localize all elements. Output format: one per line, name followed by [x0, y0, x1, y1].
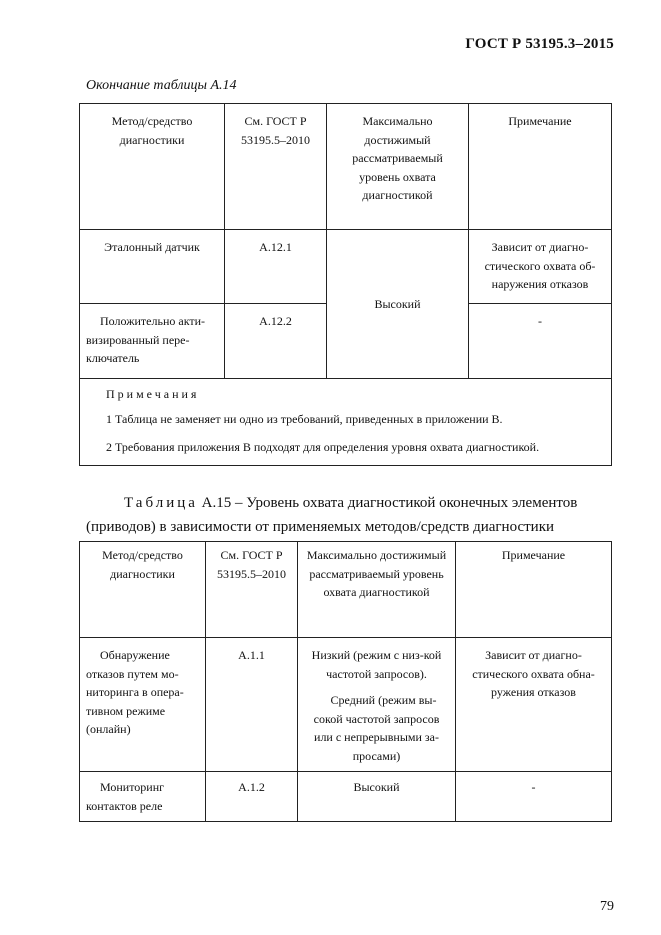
note-item: 2 Требования приложения В подходят для определения уровня охвата диагностикой. [106, 440, 540, 455]
table-header-row [80, 542, 612, 638]
page-number: 79 [600, 899, 614, 914]
table15-caption-text: А.15 – Уровень охвата диагностикой оконечных элементов (приводов) в зависимости от применяемых методов/средств диагностики [86, 495, 578, 535]
table-a15 [79, 541, 612, 822]
table-header-row [80, 104, 612, 230]
column-header-method: Метод/средство диагностики [80, 104, 225, 230]
cell-reference: А.1.2 [206, 772, 298, 822]
cell-level [298, 638, 456, 772]
column-header-max-level: Максимально достижимый рассматриваемый уровень охвата диагностикой [298, 542, 456, 638]
note-item: 1 Таблица не заменяет ни одно из требований, приведенных в приложении В. [106, 411, 503, 426]
table-notes-row [80, 379, 612, 466]
cell-method: Обнаружение отказов путем мо-ниторинга в опера-тивном режиме (онлайн) [80, 638, 206, 772]
table15-caption [86, 491, 606, 539]
cell-reference: А.12.1 [225, 230, 327, 304]
column-header-note: Примечание [469, 104, 612, 230]
column-header-reference: См. ГОСТ Р 53195.5–2010 [225, 104, 327, 230]
cell-reference: А.1.1 [206, 638, 298, 772]
cell-level-merged: Высокий [327, 230, 469, 379]
cell-method: Положительно акти-визированный пере-ключатель [80, 304, 225, 379]
level-medium: Средний (режим вы-сокой частотой запросов или с непрерывными за-просами) [313, 693, 440, 763]
document-code: ГОСТ Р 53195.3–2015 [465, 36, 614, 52]
cell-note: - [469, 304, 612, 379]
table-row [80, 638, 612, 772]
cell-level: Высокий [298, 772, 456, 822]
cell-note: Зависит от диагно-стического охвата обна-ружения отказов [456, 638, 612, 772]
cell-reference: А.12.2 [225, 304, 327, 379]
cell-method: Эталонный датчик [80, 230, 225, 304]
table14-continuation-caption: Окончание таблицы А.14 [86, 78, 237, 93]
column-header-reference: См. ГОСТ Р 53195.5–2010 [206, 542, 298, 638]
table-a14 [79, 103, 612, 466]
notes-title: Примечания [106, 387, 200, 401]
table-notes [80, 379, 612, 466]
level-low: Низкий (режим с низ-кой частотой запросов). [311, 648, 442, 681]
column-header-method: Метод/средство диагностики [80, 542, 206, 638]
column-header-note: Примечание [456, 542, 612, 638]
table-row [80, 772, 612, 822]
cell-note: - [456, 772, 612, 822]
column-header-max-level: Максимально достижимый рассматриваемый уровень охвата диагностикой [327, 104, 469, 230]
cell-note: Зависит от диагно-стического охвата об-наружения отказов [469, 230, 612, 304]
table-row [80, 230, 612, 304]
table15-caption-label: Таблица [124, 495, 198, 511]
cell-method: Мониторинг контактов реле [80, 772, 206, 822]
